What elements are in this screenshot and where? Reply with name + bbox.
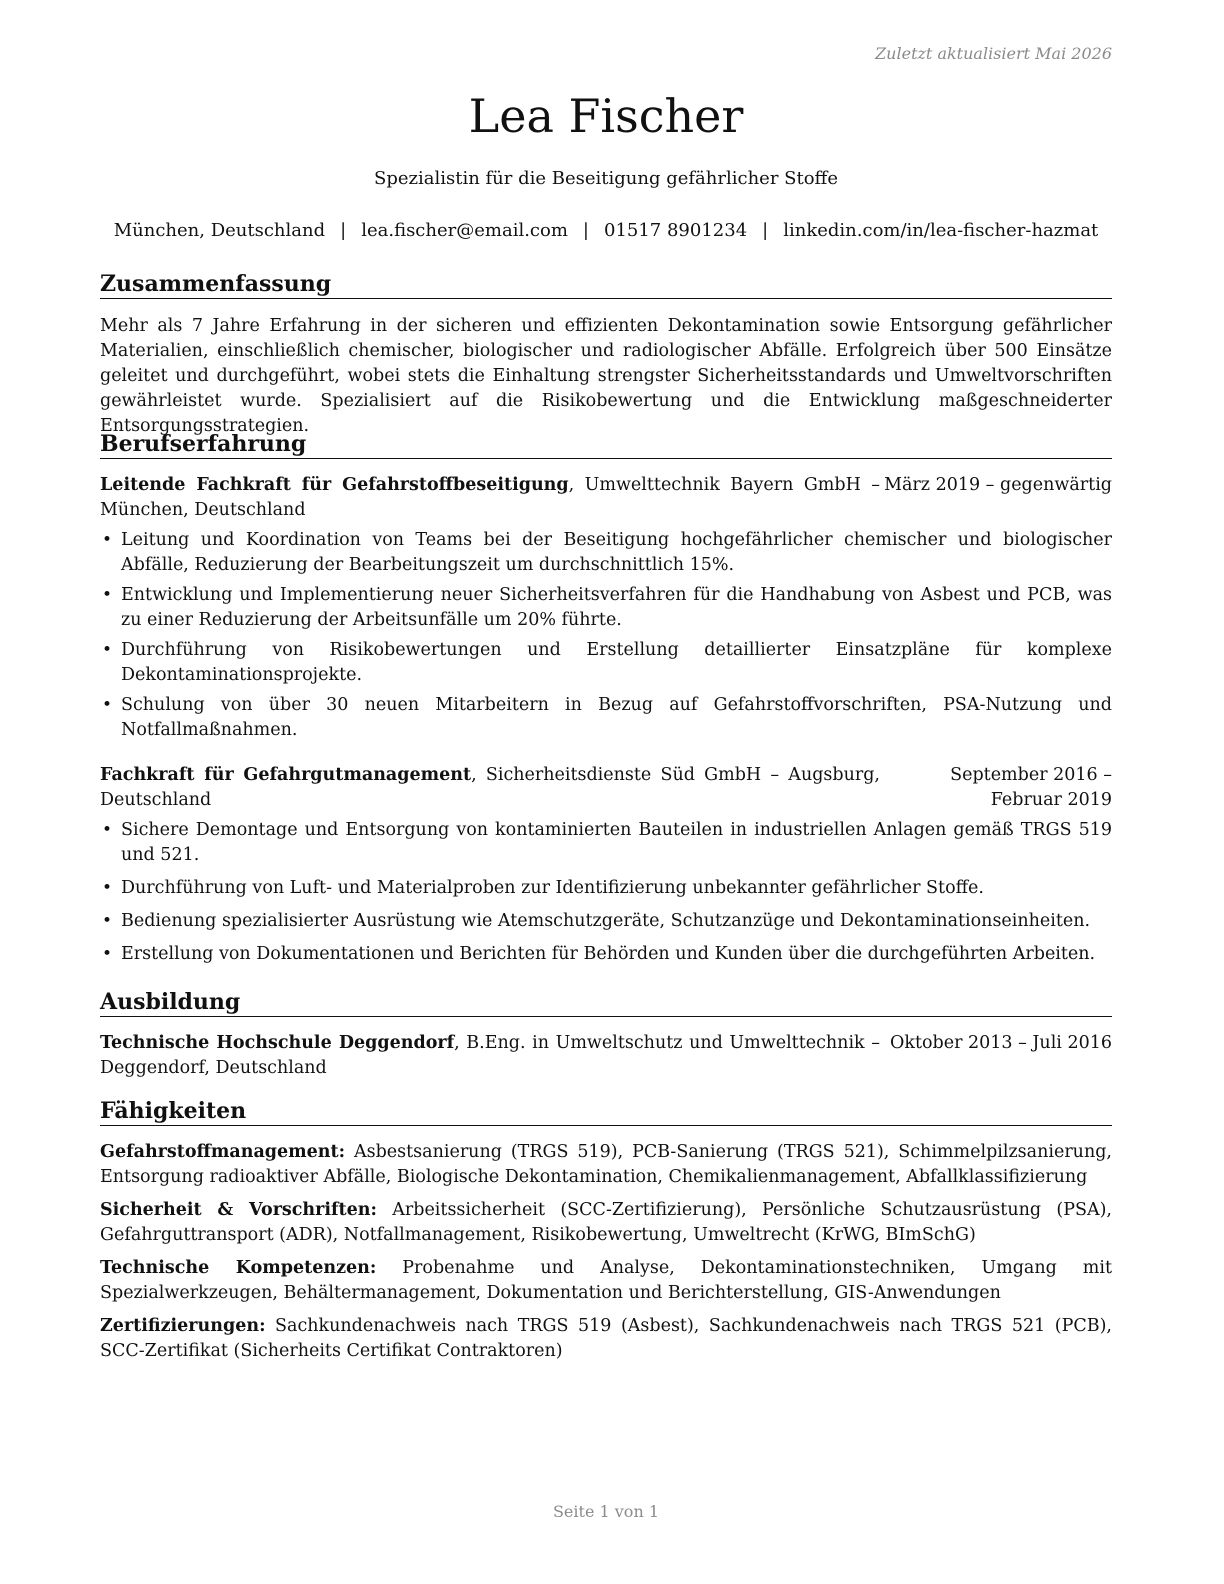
skill-line bbox=[100, 1140, 1112, 1190]
skills-section bbox=[100, 1097, 1112, 1364]
skill-label: Gefahrstoffmanagement: bbox=[100, 1142, 346, 1162]
contact-location: München, Deutschland bbox=[113, 220, 326, 241]
job-entry bbox=[100, 763, 1112, 967]
skill-text: Sachkundenachweis nach TRGS 519 (Asbest), Sachkundenachweis nach TRGS 521 (PCB), SCC-Zertifikat (Sicherheits Certifikat Contraktoren) bbox=[100, 1316, 1112, 1361]
skill-text: Probenahme und Analyse, Dekontaminationstechniken, Umgang mit Spezialwerkzeugen, Behältermanagement, Dokumentation und Berichterstellung, GIS-Anwendungen bbox=[100, 1258, 1112, 1303]
section-heading-summary: Zusammenfassung bbox=[100, 270, 1112, 299]
bullet-icon: • bbox=[102, 530, 113, 550]
bullet-text: Durchführung von Risikobewertungen und Erstellung detaillierter Einsatzpläne für komplexe Dekontaminationsprojekte. bbox=[121, 640, 1112, 685]
list-item bbox=[100, 638, 1112, 688]
skill-line bbox=[100, 1198, 1112, 1248]
bullet-text: Bedienung spezialisierter Ausrüstung wie Atemschutzgeräte, Schutzanzüge und Dekontaminationseinheiten. bbox=[121, 911, 1091, 931]
skill-text: Arbeitssicherheit (SCC-Zertifizierung), Persönliche Schutzausrüstung (PSA), Gefahrguttransport (ADR), Notfallmanagement, Risikobewertung, Umweltrecht (KrWG, BImSchG) bbox=[100, 1200, 1112, 1245]
bullet-icon: • bbox=[102, 944, 113, 964]
contact-separator: | bbox=[582, 220, 589, 241]
education-header bbox=[100, 1031, 1112, 1081]
resume-page bbox=[100, 0, 1112, 1584]
job-dates: September 2016 – Februar 2019 bbox=[950, 765, 1112, 810]
job-company: , Umwelttechnik Bayern GmbH – München, Deutschland bbox=[100, 475, 881, 520]
bullet-icon: • bbox=[102, 820, 113, 840]
section-heading-skills: Fähigkeiten bbox=[100, 1097, 1112, 1126]
job-company: , Sicherheitsdienste Süd GmbH – Augsburg, Deutschland bbox=[100, 765, 880, 810]
education-school: Technische Hochschule Deggendorf bbox=[100, 1033, 455, 1053]
summary-text: Mehr als 7 Jahre Erfahrung in der sicheren und effizienten Dekontamination sowie Entsorgung gefährlicher Materialien, einschließlich chemischer, biologischer und radiologischer Abfälle. Erfolgreich über 500 Einsätze geleitet und durchgeführt, wobei stets die Einhaltung strengster Sicherheitsstandards und Umweltvorschriften gewährleistet wurde. Spezialisiert auf die Risikobewertung und die Entwicklung maßgeschneiderter Entsorgungsstrategien. bbox=[100, 316, 1112, 436]
list-item bbox=[100, 528, 1112, 578]
bullet-text: Leitung und Koordination von Teams bei der Beseitigung hochgefährlicher chemischer und biologischer Abfälle, Reduzierung der Bearbeitungszeit um durchschnittlich 15%. bbox=[121, 530, 1112, 575]
bullet-icon: • bbox=[102, 585, 113, 605]
list-item bbox=[100, 818, 1112, 868]
skill-text: Asbestsanierung (TRGS 519), PCB-Sanierung (TRGS 521), Schimmelpilzsanierung, Entsorgung radioaktiver Abfälle, Biologische Dekontamination, Chemikalienmanagement, Abfallklassifizierung bbox=[100, 1142, 1112, 1187]
education-dates: Oktober 2013 – Juli 2016 bbox=[890, 1033, 1112, 1053]
education-section bbox=[100, 988, 1112, 1081]
skill-label: Sicherheit & Vorschriften: bbox=[100, 1200, 377, 1220]
bullet-icon: • bbox=[102, 695, 113, 715]
job-dates: März 2019 – gegenwärtig bbox=[884, 475, 1112, 495]
list-item bbox=[100, 876, 1112, 901]
bullet-icon: • bbox=[102, 911, 113, 931]
section-heading-experience: Berufserfahrung bbox=[100, 430, 1112, 459]
job-header bbox=[100, 763, 1112, 813]
bullet-text: Sichere Demontage und Entsorgung von kontaminierten Bauteilen in industriellen Anlagen gemäß TRGS 519 und 521. bbox=[121, 820, 1112, 865]
list-item bbox=[100, 909, 1112, 934]
education-school-degree bbox=[100, 1031, 880, 1081]
contact-separator: | bbox=[340, 220, 347, 241]
list-item bbox=[100, 942, 1112, 967]
skill-line bbox=[100, 1256, 1112, 1306]
job-entry bbox=[100, 473, 1112, 743]
contact-line bbox=[100, 219, 1112, 243]
section-heading-education: Ausbildung bbox=[100, 988, 1112, 1017]
job-bullets bbox=[100, 528, 1112, 743]
bullet-icon: • bbox=[102, 640, 113, 660]
contact-separator: | bbox=[762, 220, 769, 241]
skill-line bbox=[100, 1314, 1112, 1364]
bullet-text: Erstellung von Dokumentationen und Berichten für Behörden und Kunden über die durchgeführten Arbeiten. bbox=[121, 944, 1096, 964]
list-item bbox=[100, 583, 1112, 633]
list-item bbox=[100, 693, 1112, 743]
bullet-text: Durchführung von Luft- und Materialproben zur Identifizierung unbekannter gefährlicher Stoffe. bbox=[121, 878, 984, 898]
candidate-name: Lea Fischer bbox=[468, 89, 744, 143]
contact-linkedin[interactable]: linkedin.com/in/lea-fischer-hazmat bbox=[783, 220, 1099, 241]
last-updated: Zuletzt aktualisiert Mai 2026 bbox=[875, 44, 1112, 63]
job-bullets bbox=[100, 818, 1112, 967]
job-header bbox=[100, 473, 1112, 523]
job-role-company bbox=[100, 473, 880, 523]
bullet-icon: • bbox=[102, 878, 113, 898]
candidate-title: Spezialistin für die Beseitigung gefährlicher Stoffe bbox=[373, 168, 838, 189]
skill-label: Technische Kompetenzen: bbox=[100, 1258, 377, 1278]
education-degree: , B.Eng. in Umweltschutz und Umwelttechnik – Deggendorf, Deutschland bbox=[100, 1033, 880, 1078]
contact-phone: 01517 8901234 bbox=[604, 220, 748, 241]
skill-label: Zertifizierungen: bbox=[100, 1316, 266, 1336]
page-number: Seite 1 von 1 bbox=[552, 1502, 660, 1521]
job-role-company bbox=[100, 763, 880, 813]
job-role: Leitende Fachkraft für Gefahrstoffbeseitigung bbox=[100, 475, 569, 495]
contact-email[interactable]: lea.fischer@email.com bbox=[361, 220, 568, 241]
bullet-text: Schulung von über 30 neuen Mitarbeitern in Bezug auf Gefahrstoffvorschriften, PSA-Nutzung und Notfallmaßnahmen. bbox=[121, 695, 1112, 740]
job-role: Fachkraft für Gefahrgutmanagement bbox=[100, 765, 472, 785]
bullet-text: Entwicklung und Implementierung neuer Sicherheitsverfahren für die Handhabung von Asbest und PCB, was zu einer Reduzierung der Arbeitsunfälle um 20% führte. bbox=[121, 585, 1112, 630]
summary-section bbox=[100, 270, 1112, 439]
experience-section bbox=[100, 430, 1112, 967]
